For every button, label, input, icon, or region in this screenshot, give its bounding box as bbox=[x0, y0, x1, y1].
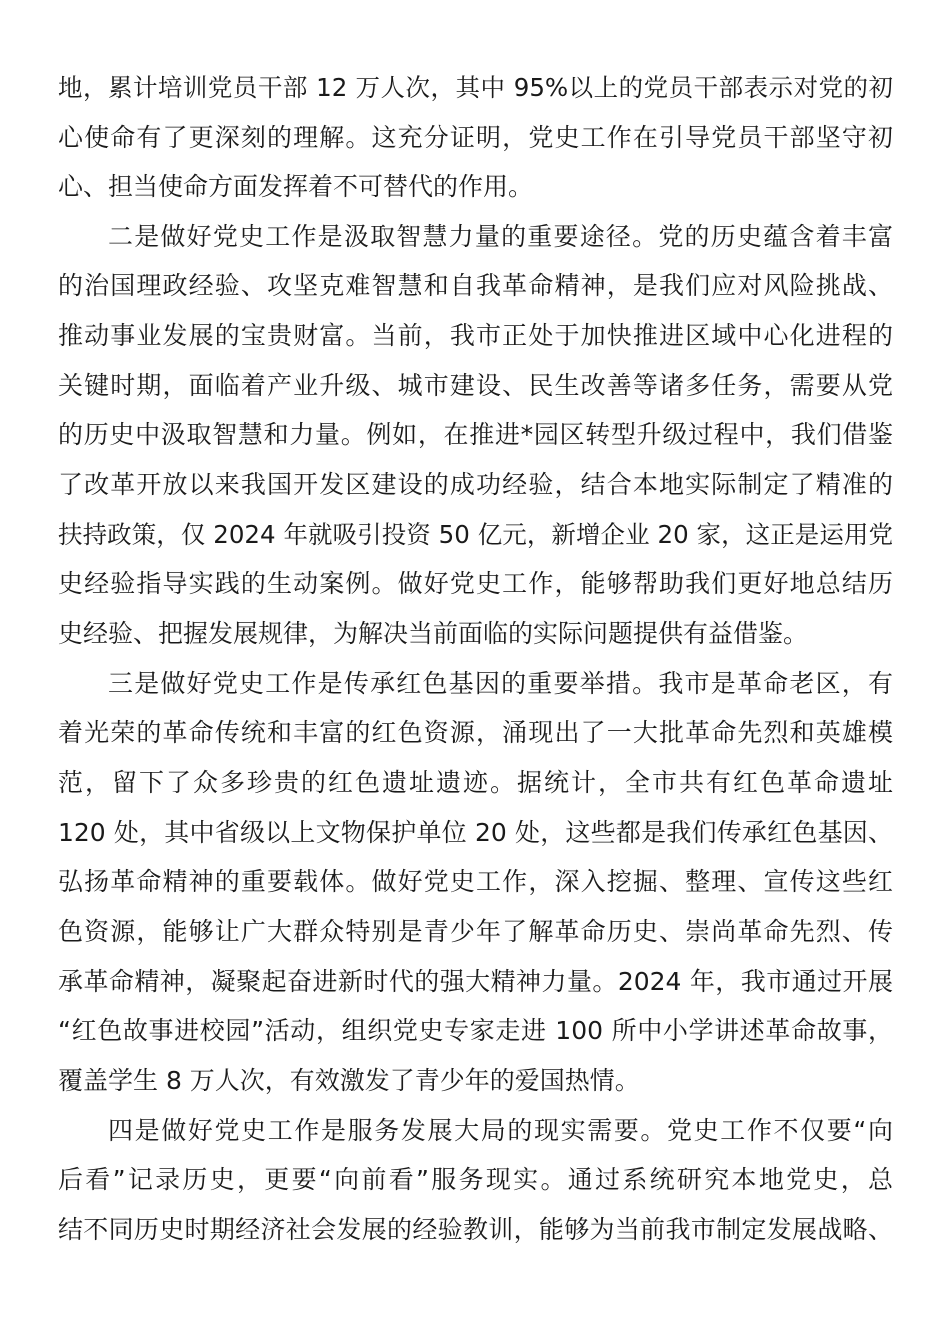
paragraph-start-line: 三是做好党史工作是传承红色基因的重要举措。我市是革命老区，有 bbox=[108, 669, 893, 698]
text-line: 的历史中汲取智慧和力量。例如，在推进*园区转型升级过程中，我们借鉴 bbox=[58, 420, 893, 449]
text-line: 后看”记录历史，更要“向前看”服务现实。通过系统研究本地党史，总 bbox=[58, 1165, 893, 1194]
text-line: 史经验指导实践的生动案例。做好党史工作，能够帮助我们更好地总结历 bbox=[58, 569, 893, 598]
text-line: 心、担当使命方面发挥着不可替代的作用。 bbox=[58, 172, 534, 201]
text-line: 了改革开放以来我国开发区建设的成功经验，结合本地实际制定了精准的 bbox=[58, 470, 893, 499]
text-line: 推动事业发展的宝贵财富。当前，我市正处于加快推进区域中心化进程的 bbox=[58, 321, 893, 350]
text-line: 120 处，其中省级以上文物保护单位 20 处，这些都是我们传承红色基因、 bbox=[58, 818, 893, 847]
text-line: 着光荣的革命传统和丰富的红色资源，涌现出了一大批革命先烈和英雄模 bbox=[58, 718, 893, 747]
text-line: 史经验、把握发展规律，为解决当前面临的实际问题提供有益借鉴。 bbox=[58, 619, 809, 648]
text-line: 范，留下了众多珍贵的红色遗址遗迹。据统计，全市共有红色革命遗址 bbox=[58, 768, 893, 797]
paragraph-start-line: 四是做好党史工作是服务发展大局的现实需要。党史工作不仅要“向 bbox=[108, 1116, 893, 1145]
text-line: 心使命有了更深刻的理解。这充分证明，党史工作在引导党员干部坚守初 bbox=[58, 123, 893, 152]
paragraph-start-line: 二是做好党史工作是汲取智慧力量的重要途径。党的历史蕴含着丰富 bbox=[108, 222, 893, 251]
text-line: 扶持政策，仅 2024 年就吸引投资 50 亿元，新增企业 20 家，这正是运用党 bbox=[58, 520, 893, 549]
text-line: 结不同历史时期经济社会发展的经验教训，能够为当前我市制定发展战略、 bbox=[58, 1215, 893, 1244]
text-line: 承革命精神，凝聚起奋进新时代的强大精神力量。2024 年，我市通过开展 bbox=[58, 967, 893, 996]
text-line: 的治国理政经验、攻坚克难智慧和自我革命精神，是我们应对风险挑战、 bbox=[58, 271, 893, 300]
text-line: 覆盖学生 8 万人次，有效激发了青少年的爱国热情。 bbox=[58, 1066, 640, 1095]
text-line: 地，累计培训党员干部 12 万人次，其中 95%以上的党员干部表示对党的初 bbox=[58, 73, 893, 102]
text-line: 关键时期，面临着产业升级、城市建设、民生改善等诸多任务，需要从党 bbox=[58, 371, 893, 400]
text-line: 弘扬革命精神的重要载体。做好党史工作，深入挖掘、整理、宣传这些红 bbox=[58, 867, 893, 896]
text-line: 色资源，能够让广大群众特别是青少年了解革命历史、崇尚革命先烈、传 bbox=[58, 917, 893, 946]
text-line: “红色故事进校园”活动，组织党史专家走进 100 所中小学讲述革命故事， bbox=[58, 1016, 893, 1045]
